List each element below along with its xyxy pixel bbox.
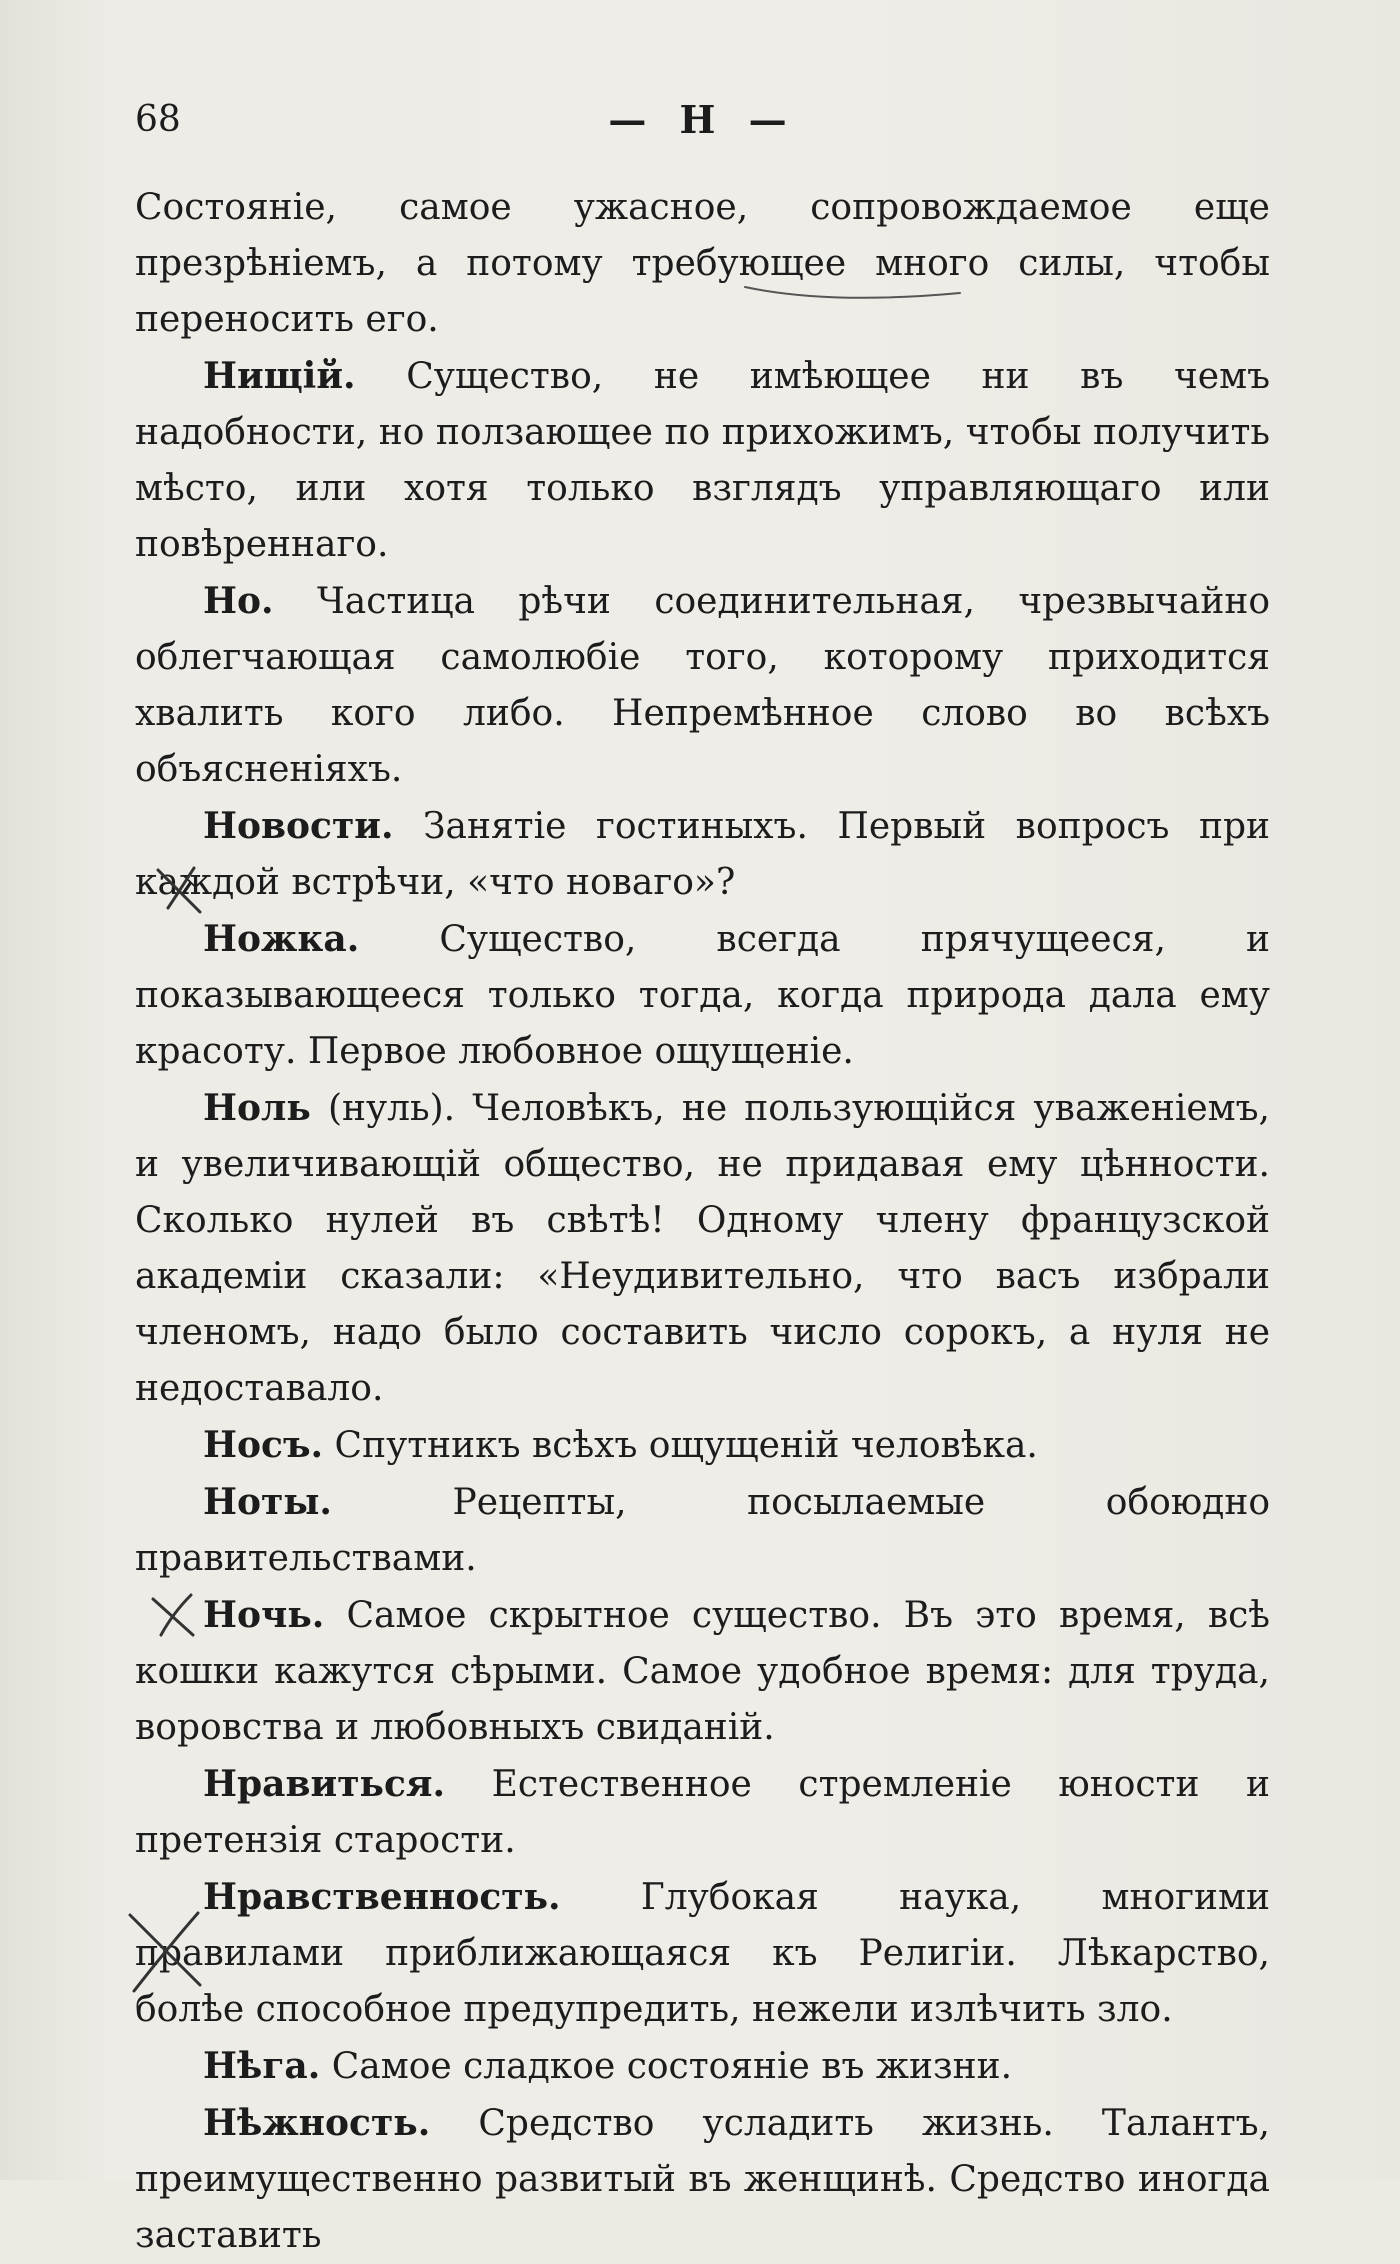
entry-term: Ножка. [203,918,360,960]
page-number: 68 [135,99,181,140]
entry-noch [135,1587,1270,1756]
entry-term: Нищiй. [203,355,356,397]
entry-nishchiy [135,348,1270,573]
entry-text: Существо, не имѣющее ни въ чемъ надобности, но ползающее по прихожимъ, чтобы получить мѣсто, или хотя только взглядъ управляющаго или повѣреннаго. [135,356,1270,565]
entry-text: Состоянiе, самое ужасное, сопровождаемое еще презрѣнiемъ, а потому требующее много силы, чтобы переносить его. [135,187,1270,340]
entry-text: Самое скрытное существо. Въ это время, всѣ кошки кажутся сѣрыми. Самое удобное время: для труда, воровства и любовныхъ свиданiй. [135,1595,1270,1748]
entry-term: Ноль [203,1087,311,1129]
pencil-cross-mark-icon [145,1585,205,1645]
entry-text: (нуль). Человѣкъ, не пользующiйся уваженiемъ, и увеличивающiй общество, не придавая ему цѣнности. Сколько нулей въ свѣтѣ! Одному члену французской академiи сказали: «Неудивительно, что васъ избрали членомъ, надо было составить число сорокъ, а нуля не недоставало. [135,1088,1270,1409]
entry-nol [135,1080,1270,1417]
entry-term: Ночь. [203,1594,325,1636]
entry-text: Средство усладить жизнь. Талантъ, преимущественно развитый въ женщинѣ. Средство иногда заставить [135,2103,1270,2256]
entry-text: Существо, всегда прячущееся, и показывающееся только тогда, когда природа дала ему красоту. Первое любовное ощущенiе. [135,919,1270,1072]
pencil-cross-mark-icon [120,1905,210,1995]
pencil-cross-mark-icon [150,860,210,920]
entry-text: Глубокая наука, многими правилами приближающаяся къ Религiи. Лѣкарство, болѣе способное предупредить, нежели излѣчить зло. [135,1877,1270,2030]
entry-term: Нѣжность. [203,2102,431,2144]
entry-no [135,573,1270,798]
dictionary-text [135,180,1270,2264]
entry-nravstvennost [135,1869,1270,2038]
entry-text: Занятiе гостиныхъ. Первый вопросъ при каждой встрѣчи, «что новаго»? [135,806,1270,903]
entry-term: Новости. [203,805,394,847]
entry-term: Ноты. [203,1481,332,1523]
entry-nos [135,1417,1270,1474]
entry-term: Нѣга. [203,2045,321,2087]
running-head: — Н — [608,97,797,142]
entry-noty [135,1474,1270,1587]
entry-term: Нравиться. [203,1763,446,1805]
pencil-underline-mark-icon [740,275,970,315]
page-header [135,95,1270,145]
entry-nravitsya [135,1756,1270,1869]
entry-text: Частица рѣчи соединительная, чрезвычайно облегчающая самолюбiе того, которому приходится хвалить кого либо. Непремѣнное слово во всѣхъ объясненiяхъ. [135,581,1270,790]
entry-nozhka [135,911,1270,1080]
entry-term: Носъ. [203,1424,324,1466]
entry-text: Самое сладкое состоянiе въ жизни. [320,2046,1013,2087]
entry-text: Рецепты, посылаемые обоюдно правительствами. [135,1482,1270,1579]
entry-term: Но. [203,580,274,622]
entry-text: Естественное стремленiе юности и претензiя старости. [135,1764,1270,1861]
entry-text: Спутникъ всѣхъ ощущенiй человѣка. [323,1425,1038,1466]
entry-continuation [135,180,1270,348]
entry-novosti [135,798,1270,911]
entry-nega [135,2038,1270,2095]
entry-term: Нравственность. [203,1876,561,1918]
